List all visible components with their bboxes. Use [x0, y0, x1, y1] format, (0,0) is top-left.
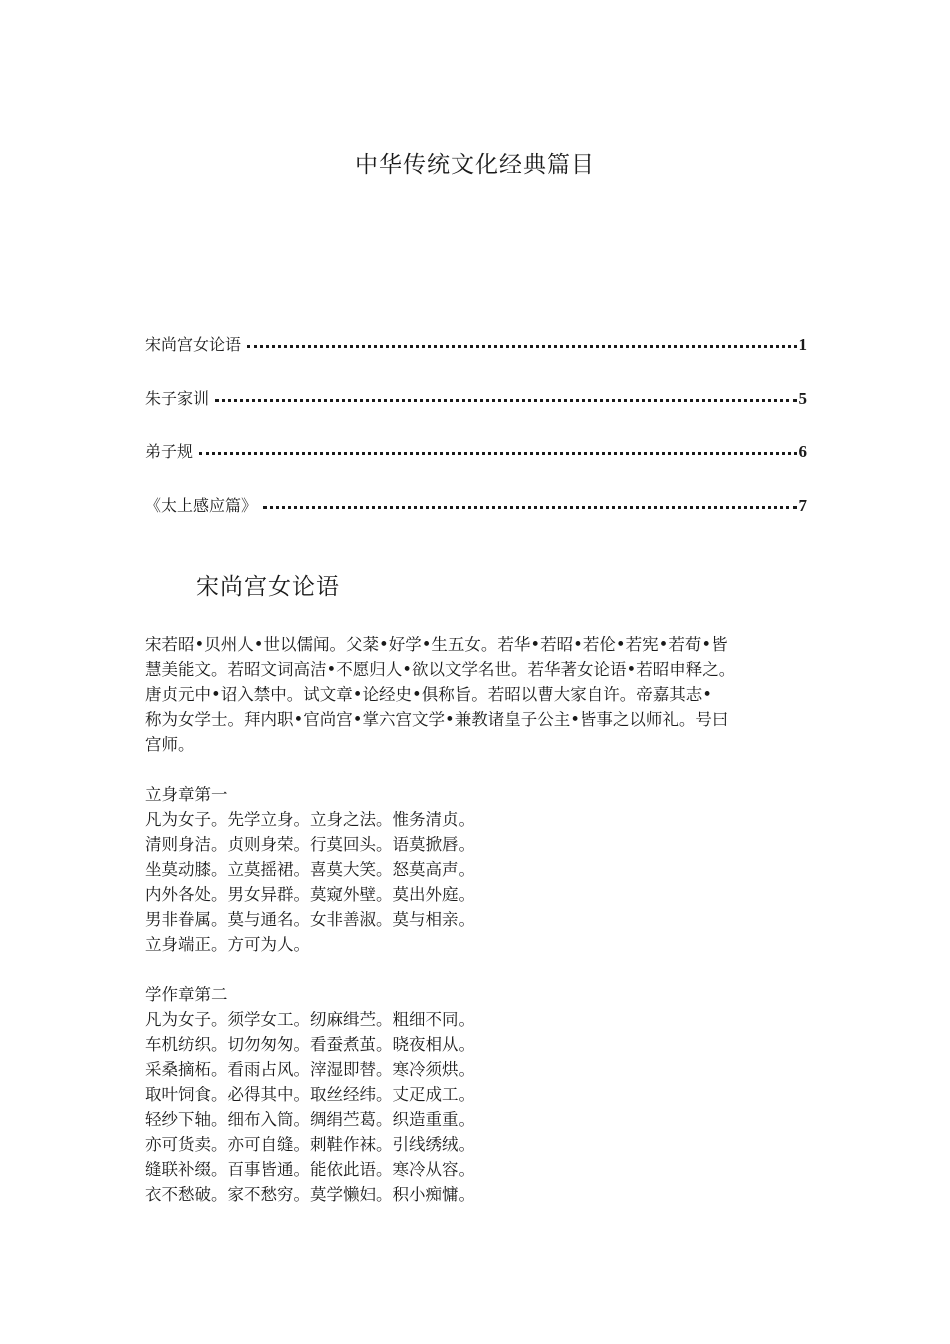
- intro-line: 称为女学士。拜内职•官尚宫•掌六宫文学•兼教诸皇子公主•皆事之以师礼。号曰: [145, 710, 729, 729]
- verse-line: 凡为女子。须学女工。纫麻缉苎。粗细不同。: [145, 1010, 475, 1029]
- toc-entry[interactable]: [145, 489, 807, 516]
- toc-entry[interactable]: [145, 382, 807, 409]
- intro-line: 唐贞元中•诏入禁中。试文章•论经史•俱称旨。若昭以曹大家自许。帝嘉其志•: [145, 685, 712, 704]
- toc-entry-label: 弟子规: [145, 442, 194, 461]
- toc-entry-page: 7: [798, 495, 807, 515]
- intro-paragraph: [145, 632, 810, 757]
- chapter-title: 学作章第二: [145, 985, 228, 1004]
- verse-line: 轻纱下轴。细布入筒。绸绢苎葛。织造重重。: [145, 1110, 475, 1129]
- toc-leader-dots: [263, 506, 796, 509]
- toc-entry-page: 1: [798, 335, 807, 354]
- toc-entry-label: 《太上感应篇》: [145, 495, 258, 515]
- section-heading: 宋尚宫女论语: [196, 574, 340, 600]
- verse-line: 取叶饲食。必得其中。取丝经纬。丈疋成工。: [145, 1085, 475, 1104]
- verse-line: 立身端正。方可为人。: [145, 935, 310, 954]
- toc-entry[interactable]: [145, 328, 807, 355]
- verse-line: 凡为女子。先学立身。立身之法。惟务清贞。: [145, 810, 475, 829]
- intro-line: 宋若昭•贝州人•世以儒闻。父棻•好学•生五女。若华•若昭•若伦•若宪•若荀•皆: [145, 635, 728, 654]
- toc-leader-dots: [215, 399, 796, 402]
- toc-entry-page: 6: [798, 442, 807, 461]
- toc-leader-dots: [199, 452, 796, 455]
- verse-line: 采桑摘柘。看雨占风。滓湿即替。寒冷须烘。: [145, 1060, 475, 1079]
- section-body: [145, 632, 810, 1207]
- toc-entry-label: 宋尚宫女论语: [145, 335, 242, 354]
- verse-line: 亦可货卖。亦可自缝。刺鞋作袜。引线绣绒。: [145, 1135, 475, 1154]
- verse-line: 衣不愁破。家不愁穷。莫学懒妇。积小痴慵。: [145, 1185, 475, 1204]
- verse-line: 内外各处。男女异群。莫窥外壁。莫出外庭。: [145, 885, 475, 904]
- toc-entry-page: 5: [798, 388, 807, 408]
- verse-line: 坐莫动膝。立莫摇裙。喜莫大笑。怒莫高声。: [145, 860, 475, 879]
- toc-leader-dots: [247, 345, 796, 348]
- verse-line: 车机纺织。切勿匆匆。看蚕煮茧。晓夜相从。: [145, 1035, 475, 1054]
- intro-line: 慧美能文。若昭文词高洁•不愿归人•欲以文学名世。若华著女论语•若昭申释之。: [145, 660, 736, 679]
- verse-line: 清则身洁。贞则身荣。行莫回头。语莫掀唇。: [145, 835, 475, 854]
- chapter-2: [145, 982, 810, 1207]
- document-title: 中华传统文化经典篇目: [355, 152, 595, 178]
- chapter-title: 立身章第一: [145, 785, 228, 804]
- chapter-1: [145, 782, 810, 957]
- verse-line: 男非眷属。莫与通名。女非善淑。莫与相亲。: [145, 910, 475, 929]
- verse-line: 缝联补缀。百事皆通。能依此语。寒冷从容。: [145, 1160, 475, 1179]
- toc-entry[interactable]: [145, 435, 807, 462]
- intro-line: 宫师。: [145, 735, 195, 754]
- toc-entry-label: 朱子家训: [145, 388, 210, 408]
- table-of-contents: [145, 328, 807, 542]
